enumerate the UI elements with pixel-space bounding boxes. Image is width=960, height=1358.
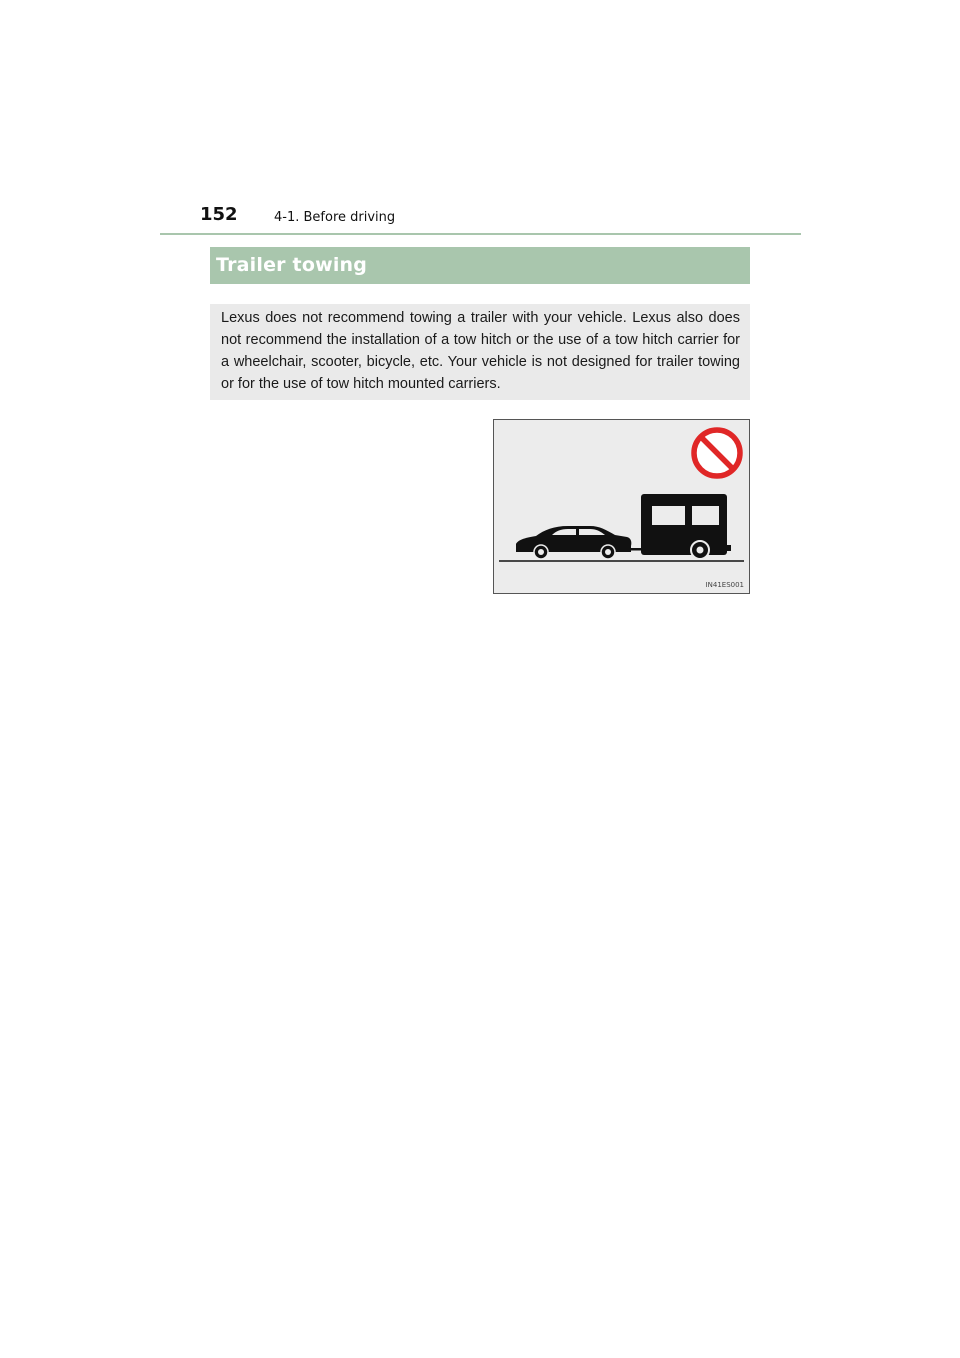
page-number: 152 xyxy=(200,204,238,225)
car-icon xyxy=(516,526,631,559)
figure-id: IN41ES001 xyxy=(705,581,744,589)
section-heading-bar xyxy=(210,247,750,284)
notice-box xyxy=(210,304,750,400)
trailer-illustration-graphic xyxy=(494,420,749,593)
section-heading: Trailer towing xyxy=(216,254,368,276)
notice-text: Lexus does not recommend towing a trailer with your vehicle. Lexus also does not recommend the installation of a tow hitch or the use of a tow hitch carrier for a wheelchair, scooter, bicycle, etc. Your vehicle is not designed for trailer towing or for the use of tow hitch mounted carriers. xyxy=(221,310,740,392)
prohibited-icon xyxy=(694,430,740,476)
trailer-icon xyxy=(641,494,731,559)
header-rule xyxy=(160,233,801,235)
section-title: 4-1. Before driving xyxy=(274,210,396,225)
trailer-illustration xyxy=(493,419,750,594)
